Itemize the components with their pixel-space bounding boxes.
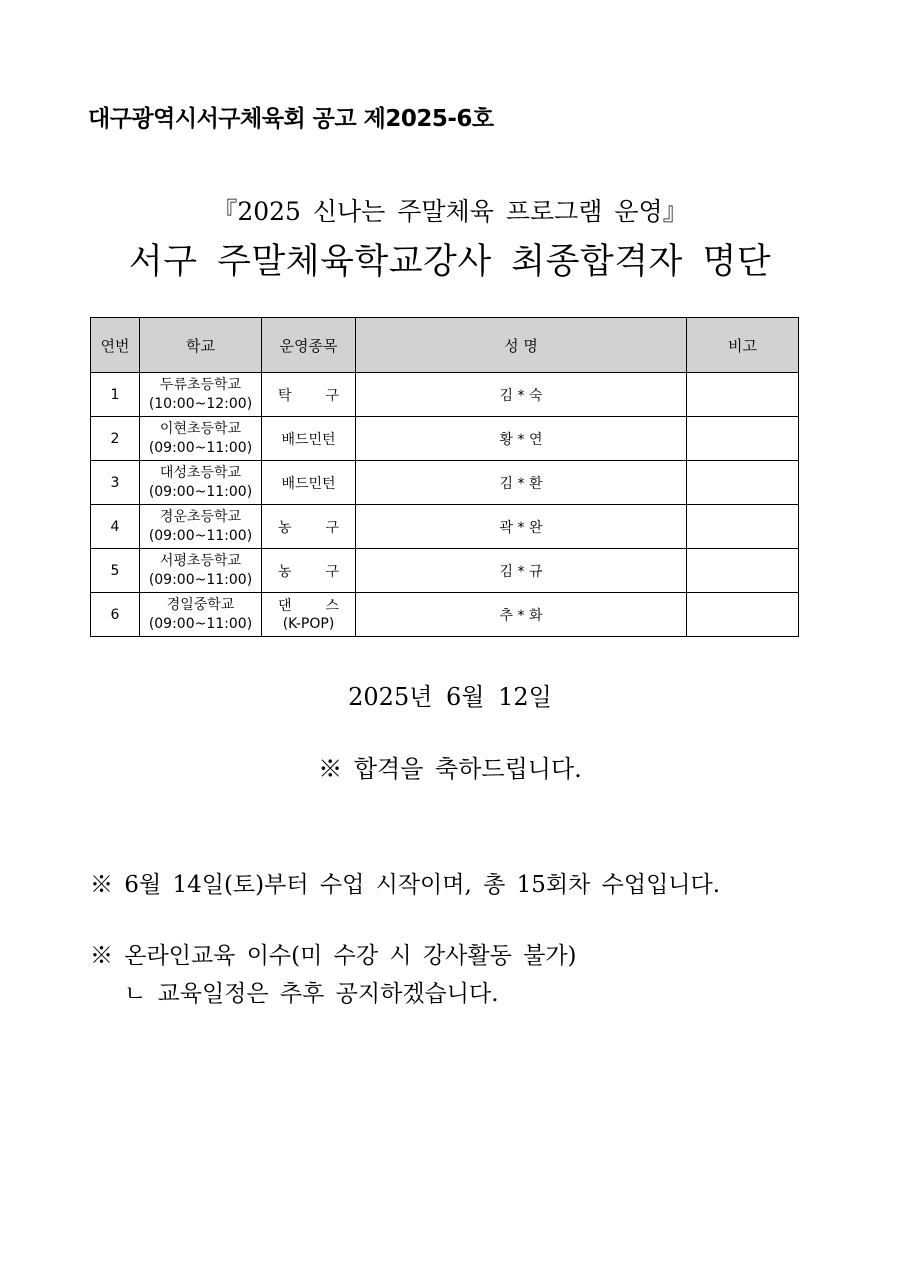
row-number: 1: [91, 373, 140, 417]
instructor-name: 김 * 숙: [356, 373, 687, 417]
column-header-name: 성 명: [356, 318, 687, 373]
instructor-name: 추 * 화: [356, 593, 687, 637]
row-number: 5: [91, 549, 140, 593]
school-name: 두류초등학교: [159, 376, 242, 393]
sport-cell: 배드민턴: [262, 461, 356, 505]
instructor-name: 곽 * 완: [356, 505, 687, 549]
table-row: [91, 417, 799, 461]
program-subtitle: 『2025 신나는 주말체육 프로그램 운영』: [212, 197, 688, 226]
schedule-note: ※ 6월 14일(토)부터 수업 시작이며, 총 15회차 수업입니다.: [90, 872, 721, 898]
remarks-cell: [687, 417, 799, 461]
sport-char: 스: [325, 598, 339, 614]
sport-char: 구: [325, 563, 339, 580]
sport-subtitle: (K-POP): [282, 616, 335, 632]
school-name: 경운초등학교: [159, 508, 242, 525]
table-row: [91, 593, 799, 637]
instructor-name: 김 * 환: [356, 461, 687, 505]
table-row: [91, 461, 799, 505]
remarks-cell: [687, 549, 799, 593]
remarks-cell: [687, 461, 799, 505]
sport-cell: [262, 373, 356, 417]
column-header-sport: 운영종목: [262, 318, 356, 373]
school-cell: [140, 505, 262, 549]
remarks-cell: [687, 505, 799, 549]
school-cell: [140, 373, 262, 417]
instructor-name: 김 * 규: [356, 549, 687, 593]
sport-cell: [262, 505, 356, 549]
column-header-number: 연번: [91, 318, 140, 373]
sport-char: 탁: [278, 387, 292, 404]
school-cell: [140, 461, 262, 505]
school-cell: [140, 593, 262, 637]
page-title: 서구 주말체육학교강사 최종합격자 명단: [128, 242, 772, 282]
results-table: [90, 317, 799, 637]
sport-char: 구: [325, 519, 339, 536]
table-row: [91, 549, 799, 593]
training-subnote: ㄴ 교육일정은 추후 공지하겠습니다.: [124, 981, 499, 1007]
instructor-name: 황 * 연: [356, 417, 687, 461]
school-time: (09:00~11:00): [148, 439, 253, 456]
table-row: [91, 505, 799, 549]
school-name: 대성초등학교: [159, 464, 242, 481]
row-number: 6: [91, 593, 140, 637]
announcement-date: 2025년 6월 12일: [348, 683, 552, 711]
sport-char: 댄: [278, 598, 292, 614]
row-number: 3: [91, 461, 140, 505]
school-time: (09:00~11:00): [148, 571, 253, 588]
school-time: (09:00~11:00): [148, 615, 253, 632]
school-time: (09:00~11:00): [148, 483, 253, 500]
school-name: 이현초등학교: [159, 420, 242, 437]
column-header-remarks: 비고: [687, 318, 799, 373]
table-row: [91, 373, 799, 417]
row-number: 4: [91, 505, 140, 549]
table-header-row: [91, 318, 799, 373]
row-number: 2: [91, 417, 140, 461]
school-name: 경일중학교: [166, 596, 235, 613]
school-cell: [140, 549, 262, 593]
congratulations-message: ※ 합격을 축하드립니다.: [318, 755, 582, 783]
school-time: (10:00~12:00): [148, 395, 253, 412]
school-cell: [140, 417, 262, 461]
school-time: (09:00~11:00): [148, 527, 253, 544]
notice-number: 대구광역시서구체육회 공고 제2025-6호: [88, 106, 494, 132]
sport-char: 구: [325, 387, 339, 404]
training-note: ※ 온라인교육 이수(미 수강 시 강사활동 불가): [90, 943, 577, 969]
column-header-school: 학교: [140, 318, 262, 373]
sport-cell: [262, 593, 356, 637]
remarks-cell: [687, 593, 799, 637]
remarks-cell: [687, 373, 799, 417]
school-name: 서평초등학교: [159, 552, 242, 569]
sport-char: 농: [278, 519, 292, 536]
sport-cell: [262, 549, 356, 593]
sport-cell: 배드민턴: [262, 417, 356, 461]
sport-char: 농: [278, 563, 292, 580]
